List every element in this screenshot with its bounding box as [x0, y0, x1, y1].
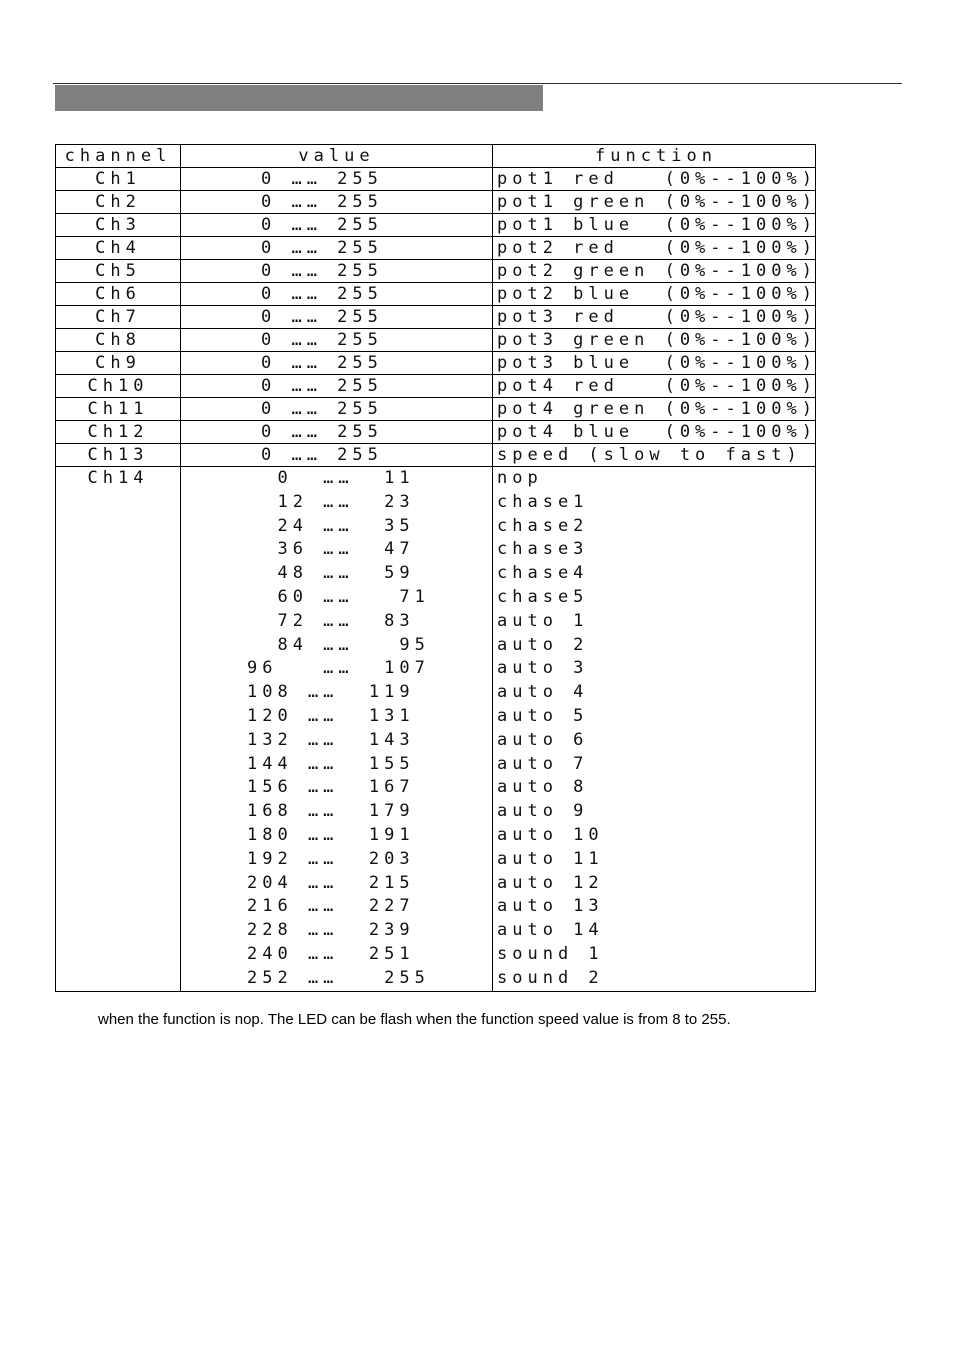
value-range: 0 …… 255 — [261, 238, 383, 258]
value-range: 180 …… 191 — [247, 824, 415, 845]
function-cell: pot4 blue (0%--100%) — [493, 421, 816, 444]
table-row — [56, 191, 816, 214]
section-header-bar — [55, 85, 543, 111]
function-item: sound 1 — [497, 943, 604, 964]
function-item: auto 13 — [497, 896, 604, 917]
value-range: 0 …… 255 — [261, 215, 383, 235]
value-range: 84 …… 95 — [247, 634, 430, 655]
table-row — [56, 237, 816, 260]
value-cell — [181, 375, 493, 398]
value-range: 96 …… 107 — [247, 658, 430, 679]
value-cell — [181, 191, 493, 214]
value-cell — [181, 260, 493, 283]
function-item: auto 11 — [497, 848, 604, 869]
value-range: 0 …… 11 — [247, 468, 415, 488]
function-cell: pot4 green (0%--100%) — [493, 398, 816, 421]
value-range: 0 …… 255 — [261, 307, 383, 327]
value-range: 0 …… 255 — [261, 376, 383, 396]
value-cell — [181, 329, 493, 352]
value-cell — [181, 444, 493, 467]
value-range: 36 …… 47 — [247, 539, 415, 560]
value-range: 120 …… 131 — [247, 705, 415, 726]
value-range: 156 …… 167 — [247, 777, 415, 798]
value-list-cell — [181, 467, 493, 992]
function-item: auto 8 — [497, 777, 589, 798]
channel-cell: Ch14 — [56, 467, 181, 992]
function-item: auto 4 — [497, 682, 589, 703]
function-cell: pot4 red (0%--100%) — [493, 375, 816, 398]
function-item: chase2 — [497, 515, 589, 536]
value-range: 24 …… 35 — [247, 515, 415, 536]
value-range: 0 …… 255 — [261, 399, 383, 419]
value-range: 60 …… 71 — [247, 586, 430, 607]
value-range: 144 …… 155 — [247, 753, 415, 774]
value-cell — [181, 168, 493, 191]
value-range: 132 …… 143 — [247, 729, 415, 750]
channel-cell: Ch5 — [56, 260, 181, 283]
function-cell: pot3 green (0%--100%) — [493, 329, 816, 352]
value-range: 0 …… 255 — [261, 261, 383, 281]
value-range: 0 …… 255 — [261, 422, 383, 442]
value-range: 228 …… 239 — [247, 920, 415, 941]
channel-cell: Ch6 — [56, 283, 181, 306]
function-cell: speed (slow to fast) — [493, 444, 816, 467]
value-range: 12 …… 23 — [247, 491, 415, 512]
function-cell: pot1 red (0%--100%) — [493, 168, 816, 191]
channel-cell: Ch10 — [56, 375, 181, 398]
channel-cell: Ch8 — [56, 329, 181, 352]
value-cell — [181, 283, 493, 306]
value-range: 48 …… 59 — [247, 563, 415, 584]
value-range: 0 …… 255 — [261, 284, 383, 304]
function-item: chase4 — [497, 563, 589, 584]
value-range: 72 …… 83 — [247, 610, 415, 631]
table-row — [56, 214, 816, 237]
value-cell — [181, 214, 493, 237]
function-cell: pot2 red (0%--100%) — [493, 237, 816, 260]
table-row — [56, 375, 816, 398]
channel-cell: Ch2 — [56, 191, 181, 214]
channel-cell: Ch4 — [56, 237, 181, 260]
value-cell — [181, 398, 493, 421]
function-item: auto 10 — [497, 824, 604, 845]
function-list-cell — [493, 467, 816, 992]
table-row — [56, 283, 816, 306]
header-value: value — [181, 145, 493, 168]
function-item: auto 1 — [497, 610, 589, 631]
function-item: auto 12 — [497, 872, 604, 893]
function-item: auto 7 — [497, 753, 589, 774]
function-item: sound 2 — [497, 967, 604, 988]
table-row — [56, 398, 816, 421]
function-item: auto 14 — [497, 920, 604, 941]
function-item: nop — [497, 468, 543, 488]
function-item: chase3 — [497, 539, 589, 560]
footnote: when the function is nop. The LED can be flash when the function speed value is from 8 to 255. — [98, 1011, 731, 1028]
channel-cell: Ch13 — [56, 444, 181, 467]
table-row-ch14 — [56, 467, 816, 992]
table-row — [56, 352, 816, 375]
table-header-row — [56, 145, 816, 168]
channel-cell: Ch11 — [56, 398, 181, 421]
channel-cell: Ch12 — [56, 421, 181, 444]
value-cell — [181, 352, 493, 375]
table-row — [56, 329, 816, 352]
value-range: 192 …… 203 — [247, 848, 415, 869]
value-range: 168 …… 179 — [247, 801, 415, 822]
value-range: 204 …… 215 — [247, 872, 415, 893]
channel-cell: Ch1 — [56, 168, 181, 191]
function-item: chase5 — [497, 586, 589, 607]
dmx-channel-table — [55, 144, 816, 992]
channel-cell: Ch9 — [56, 352, 181, 375]
function-cell: pot3 blue (0%--100%) — [493, 352, 816, 375]
value-range: 108 …… 119 — [247, 682, 415, 703]
function-item: auto 9 — [497, 801, 589, 822]
channel-cell: Ch3 — [56, 214, 181, 237]
header-function: function — [493, 145, 816, 168]
function-cell: pot3 red (0%--100%) — [493, 306, 816, 329]
table-row — [56, 444, 816, 467]
value-range: 252 …… 255 — [247, 967, 430, 988]
value-range: 0 …… 255 — [261, 330, 383, 350]
value-cell — [181, 306, 493, 329]
table-row — [56, 421, 816, 444]
function-cell: pot2 blue (0%--100%) — [493, 283, 816, 306]
table-row — [56, 168, 816, 191]
header-channel: channel — [56, 145, 181, 168]
table-row — [56, 306, 816, 329]
table-row — [56, 260, 816, 283]
value-range: 0 …… 255 — [261, 353, 383, 373]
value-range: 216 …… 227 — [247, 896, 415, 917]
value-cell — [181, 421, 493, 444]
value-range: 0 …… 255 — [261, 169, 383, 189]
function-item: auto 6 — [497, 729, 589, 750]
value-range: 0 …… 255 — [261, 445, 383, 465]
function-cell: pot2 green (0%--100%) — [493, 260, 816, 283]
function-item: auto 5 — [497, 705, 589, 726]
value-range: 0 …… 255 — [261, 192, 383, 212]
function-item: auto 2 — [497, 634, 589, 655]
function-cell: pot1 blue (0%--100%) — [493, 214, 816, 237]
value-cell — [181, 237, 493, 260]
function-cell: pot1 green (0%--100%) — [493, 191, 816, 214]
value-range: 240 …… 251 — [247, 943, 415, 964]
function-item: chase1 — [497, 491, 589, 512]
top-rule — [53, 83, 902, 84]
channel-cell: Ch7 — [56, 306, 181, 329]
function-item: auto 3 — [497, 658, 589, 679]
